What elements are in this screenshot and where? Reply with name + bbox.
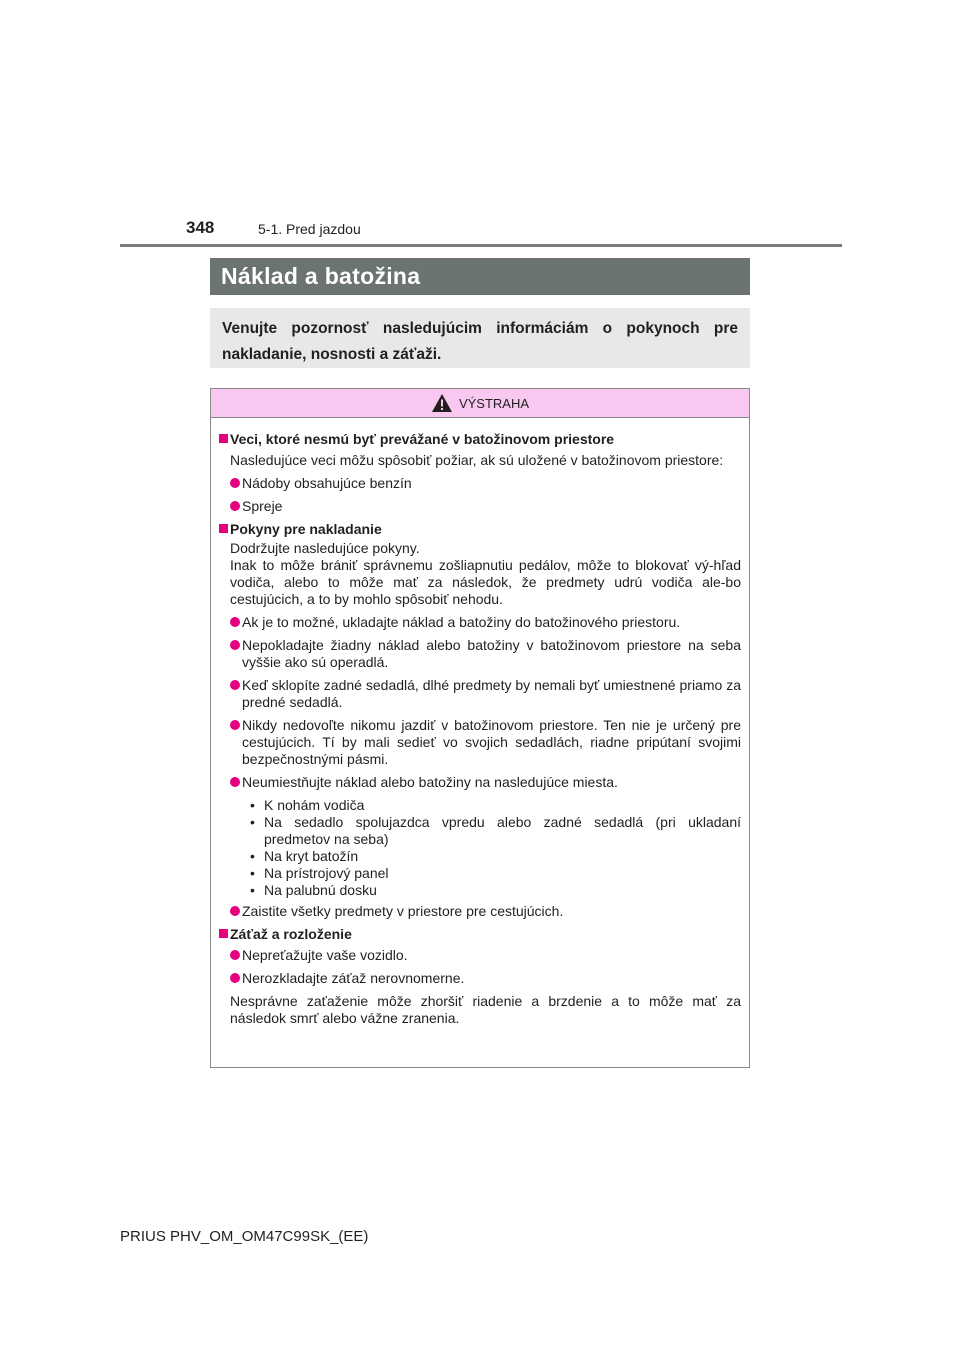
list-item xyxy=(218,903,741,920)
warning-triangle-icon xyxy=(431,393,453,413)
section-heading xyxy=(218,926,741,943)
list-item-text: Spreje xyxy=(242,498,283,514)
sub-list-item-text: Na prístrojový panel xyxy=(264,865,389,881)
page-title: Náklad a batožina xyxy=(221,263,421,289)
sub-list-item xyxy=(218,865,741,882)
list-item xyxy=(218,614,741,631)
list-item-text: Keď sklopíte zadné sedadlá, dlhé predmety by nemali byť umiestnené priamo za predné sedadlá. xyxy=(242,677,741,710)
dot-bullet-icon xyxy=(230,478,240,488)
list-item xyxy=(218,637,741,671)
sub-bullet: • xyxy=(250,848,255,864)
paragraph: Nasledujúce veci môžu spôsobiť požiar, ak sú uložené v batožinovom priestore: xyxy=(230,452,724,468)
section-heading-text: Veci, ktoré nesmú byť prevážané v batožinovom priestore xyxy=(230,431,615,447)
sub-list-item-text: Na sedadlo spolujazdca vpredu alebo zadné sedadlá (pri ukladaní predmetov na seba) xyxy=(264,814,741,847)
sub-bullet: • xyxy=(250,865,255,881)
dot-bullet-icon xyxy=(230,720,240,730)
square-bullet-icon xyxy=(219,434,228,443)
list-item-text: Ak je to možné, ukladajte náklad a batožiny do batožinového priestoru. xyxy=(242,614,681,630)
list-item xyxy=(218,717,741,768)
sub-bullet: • xyxy=(250,882,255,898)
sub-list-item-text: Na kryt batožín xyxy=(264,848,359,864)
paragraph: Dodržujte nasledujúce pokyny. Inak to môže brániť správnemu zošliapnutiu pedálov, môže to blokovať vý-hľad vodiča, alebo to môže mať za následok, že predmety udrú vodiča ale-bo cestujúcich, a to by mohlo spôsobiť nehodu. xyxy=(230,540,741,607)
dot-bullet-icon xyxy=(230,777,240,787)
list-item xyxy=(218,947,741,964)
list-item-text: Zaistite všetky predmety v priestore pre cestujúcich. xyxy=(242,903,564,919)
list-item-text: Nikdy nedovoľte nikomu jazdiť v batožinovom priestore. Ten nie je určený pre cestujúcich. Tí by mali sedieť vo svojich sedadlách, riadne pripútaní svojimi bezpečnostnými pásmi. xyxy=(242,717,741,767)
sub-list-item xyxy=(218,797,741,814)
dot-bullet-icon xyxy=(230,680,240,690)
square-bullet-icon xyxy=(219,524,228,533)
list-item xyxy=(218,970,741,987)
warning-header xyxy=(211,389,749,418)
page-number: 348 xyxy=(186,218,215,237)
paragraph: Nesprávne zaťaženie môže zhoršiť riadenie a brzdenie a to môže mať za následok smrť alebo vážne zranenia. xyxy=(230,993,741,1026)
list-item xyxy=(218,475,741,492)
list-item xyxy=(218,677,741,711)
intro-box: Venujte pozornosť nasledujúcim informáciám o pokynoch pre nakladanie, nosnosti a záťaži. xyxy=(210,308,750,368)
section-heading xyxy=(218,521,741,538)
section-heading xyxy=(218,431,741,448)
list-item xyxy=(218,774,741,791)
dot-bullet-icon xyxy=(230,906,240,916)
header-rule xyxy=(120,244,842,247)
warning-body xyxy=(211,418,749,1027)
list-item-text: Nerozkladajte záťaž nerovnomerne. xyxy=(242,970,465,986)
warning-box xyxy=(210,388,750,1068)
list-item xyxy=(218,498,741,515)
list-item-text: Nepreťažujte vaše vozidlo. xyxy=(242,947,408,963)
list-item-text: Neumiestňujte náklad alebo batožiny na nasledujúce miesta. xyxy=(242,774,618,790)
sub-bullet: • xyxy=(250,814,255,830)
sub-bullet: • xyxy=(250,797,255,813)
sub-list-item-text: Na palubnú dosku xyxy=(264,882,377,898)
title-bar xyxy=(210,258,750,295)
dot-bullet-icon xyxy=(230,973,240,983)
dot-bullet-icon xyxy=(230,617,240,627)
dot-bullet-icon xyxy=(230,640,240,650)
dot-bullet-icon xyxy=(230,950,240,960)
sub-list xyxy=(218,797,741,899)
list-item-text: Nepokladajte žiadny náklad alebo batožiny v batožinovom priestore na seba vyššie ako sú operadlá. xyxy=(242,637,741,670)
sub-list-item xyxy=(218,814,741,848)
dot-bullet-icon xyxy=(230,501,240,511)
list-item-text: Nádoby obsahujúce benzín xyxy=(242,475,412,491)
section-heading-text: Záťaž a rozloženie xyxy=(230,926,352,942)
section-label: 5-1. Pred jazdou xyxy=(258,221,361,237)
sub-list-item xyxy=(218,848,741,865)
footer-document-code: PRIUS PHV_OM_OM47C99SK_(EE) xyxy=(120,1228,369,1245)
section-heading-text: Pokyny pre nakladanie xyxy=(230,521,382,537)
sub-list-item-text: K nohám vodiča xyxy=(264,797,365,813)
sub-list-item xyxy=(218,882,741,899)
square-bullet-icon xyxy=(219,929,228,938)
warning-label: VÝSTRAHA xyxy=(458,395,530,411)
